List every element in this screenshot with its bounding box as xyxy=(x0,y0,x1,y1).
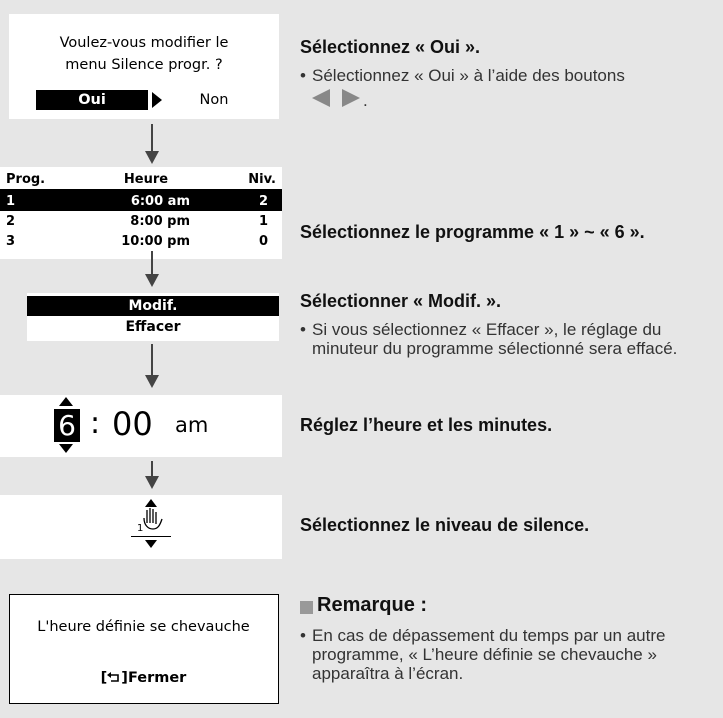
minutes-field[interactable]: 00 xyxy=(112,405,153,443)
remark-title: Remarque : xyxy=(317,594,428,616)
hour-field[interactable]: 6 xyxy=(54,409,80,442)
remark-bullet: • En cas de dépassement du temps par un autre programme, « L’heure définie se chevauche » apparaîtra à l’écran. xyxy=(300,626,666,683)
time-setting-screen xyxy=(0,395,282,457)
table-row[interactable]: 1 6:00 am 2 xyxy=(0,190,282,211)
return-icon xyxy=(107,671,121,683)
table-row[interactable]: 2 8:00 pm 1 xyxy=(6,213,268,229)
step-silence-level-title: Sélectionnez le niveau de silence. xyxy=(300,515,590,535)
left-right-buttons-icon xyxy=(312,88,360,108)
option-no[interactable]: Non xyxy=(199,92,229,108)
table-row[interactable]: 3 10:00 pm 0 xyxy=(6,233,268,249)
close-button[interactable]: [ ]Fermer xyxy=(100,670,187,686)
question-text: Voulez-vous modifier le menu Silence progr. ? xyxy=(59,35,229,73)
ampm-field[interactable]: am xyxy=(175,413,209,437)
time-separator: : xyxy=(90,406,101,441)
step-set-time-title: Réglez l’heure et les minutes. xyxy=(300,415,553,435)
down-arrow-icon xyxy=(145,124,159,164)
remark-square-icon xyxy=(300,601,313,614)
down-arrow-icon xyxy=(145,251,159,289)
down-arrow-icon[interactable] xyxy=(145,540,157,548)
program-table-screen xyxy=(0,167,282,259)
down-arrow-icon[interactable] xyxy=(59,444,73,453)
right-arrow-icon xyxy=(152,92,162,108)
step-select-yes-bullet: • Sélectionnez « Oui » à l’aide des boutons xyxy=(300,66,625,85)
level-divider xyxy=(131,536,171,537)
up-arrow-icon[interactable] xyxy=(145,499,157,507)
down-arrow-icon xyxy=(145,461,159,491)
step-select-yes-title: Sélectionnez « Oui ». xyxy=(300,37,481,57)
menu-item-modify[interactable]: Modif. xyxy=(27,296,279,316)
menu-item-delete[interactable]: Effacer xyxy=(125,319,181,335)
option-yes[interactable]: Oui xyxy=(36,90,148,110)
down-arrow-icon xyxy=(145,344,159,390)
step-select-program-title: Sélectionnez le programme « 1 » ~ « 6 ». xyxy=(300,222,645,242)
step-modify-bullet: • Si vous sélectionnez « Effacer », le réglage du minuteur du programme sélectionné sera effacé. xyxy=(300,320,678,358)
edit-menu-screen xyxy=(27,293,279,341)
silence-level-screen xyxy=(0,495,282,559)
table-header: Prog. Heure Niv. xyxy=(0,169,282,190)
up-arrow-icon[interactable] xyxy=(59,397,73,406)
silence-level-value: 1 xyxy=(137,523,144,534)
confirm-screen xyxy=(9,14,279,119)
program-table xyxy=(0,169,282,251)
step-modify-title: Sélectionner « Modif. ». xyxy=(300,291,502,311)
overlap-message: L'heure définie se chevauche xyxy=(37,619,250,635)
overlap-notice-screen xyxy=(9,594,279,704)
